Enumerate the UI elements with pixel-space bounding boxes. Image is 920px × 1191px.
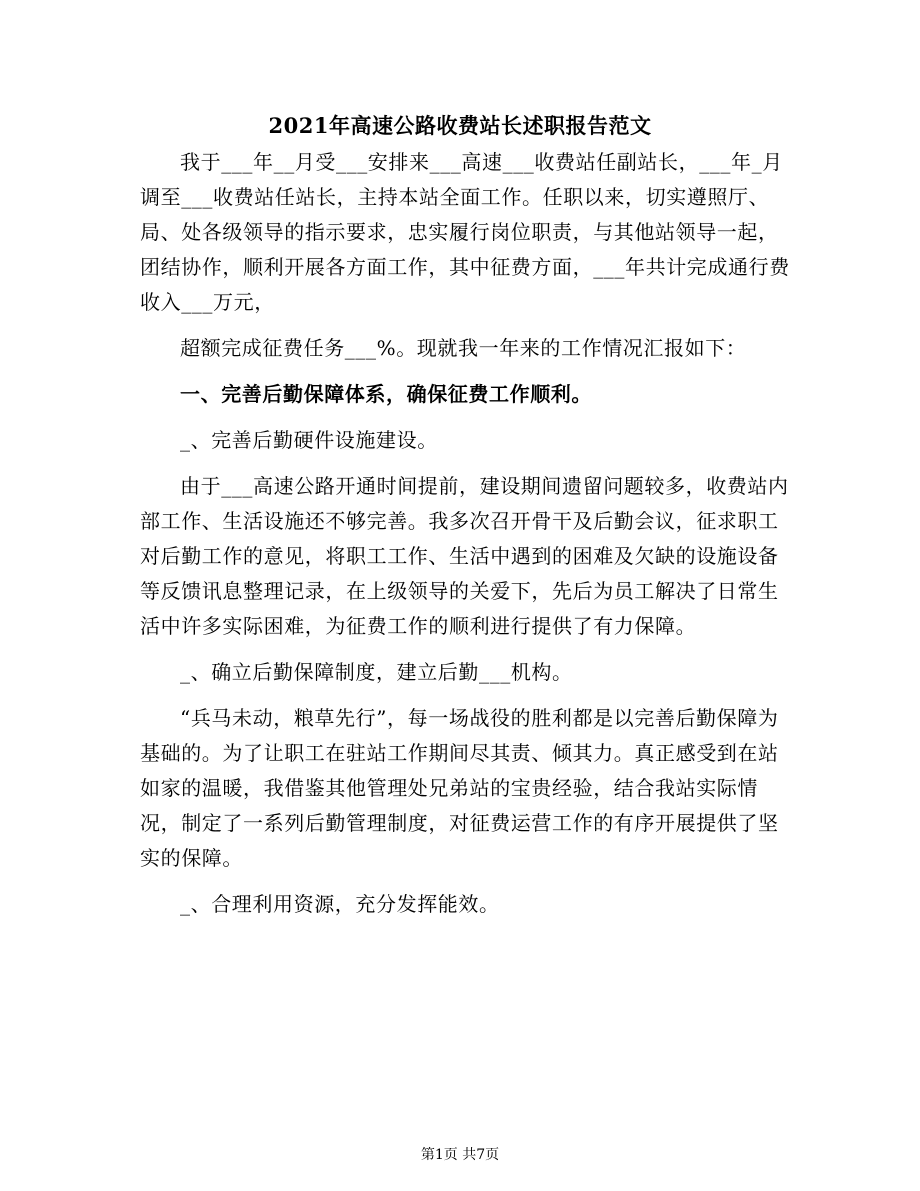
subsection-heading-3: _、合理利用资源，充分发挥能效。 xyxy=(180,892,500,916)
section-heading-1: 一、完善后勤保障体系，确保征费工作顺利。 xyxy=(180,382,592,406)
paragraph-intro: 我于___年__月受___安排来___高速___收费站任副站长，___年_月调至___收费站任站长，主持本站全面工作。任职以来，切实遵照厅、局、处各级领导的指示要求，忠实履行岗位职责，与其他站领导一起，团结协作，顺利开展各方面工作，其中征费方面，___年共计完成通行费收入___万元， xyxy=(140,150,790,314)
paragraph-summary: 超额完成征费任务___%。现就我一年来的工作情况汇报如下： xyxy=(180,336,747,360)
paragraph-logistics: “兵马未动，粮草先行”，每一场战役的胜利都是以完善后勤保障为基础的。为了让职工在驻站工作期间尽其责、倾其力。真正感受到在站如家的温暖，我借鉴其他管理处兄弟站的宝贵经验，结合我站实际情况，制定了一系列后勤管理制度，对征费运营工作的有序开展提供了坚实的保障。 xyxy=(140,706,779,870)
document-body xyxy=(140,145,790,933)
paragraph-facilities: 由于___高速公路开通时间提前，建设期间遗留问题较多，收费站内部工作、生活设施还不够完善。我多次召开骨干及后勤会议，征求职工对后勤工作的意见，将职工工作、生活中遇到的困难及欠缺的设施设备等反馈讯息整理记录，在上级领导的关爱下，先后为员工解决了日常生活中许多实际困难，为征费工作的顺利进行提供了有力保障。 xyxy=(140,474,789,638)
page-footer: 第1页 共7页 xyxy=(420,1147,500,1163)
subsection-heading-2: _、确立后勤保障制度，建立后勤___机构。 xyxy=(180,660,573,684)
subsection-heading-1: _、完善后勤硬件设施建设。 xyxy=(180,428,438,452)
document-title: 2021年高速公路收费站长述职报告范文 xyxy=(268,113,652,138)
